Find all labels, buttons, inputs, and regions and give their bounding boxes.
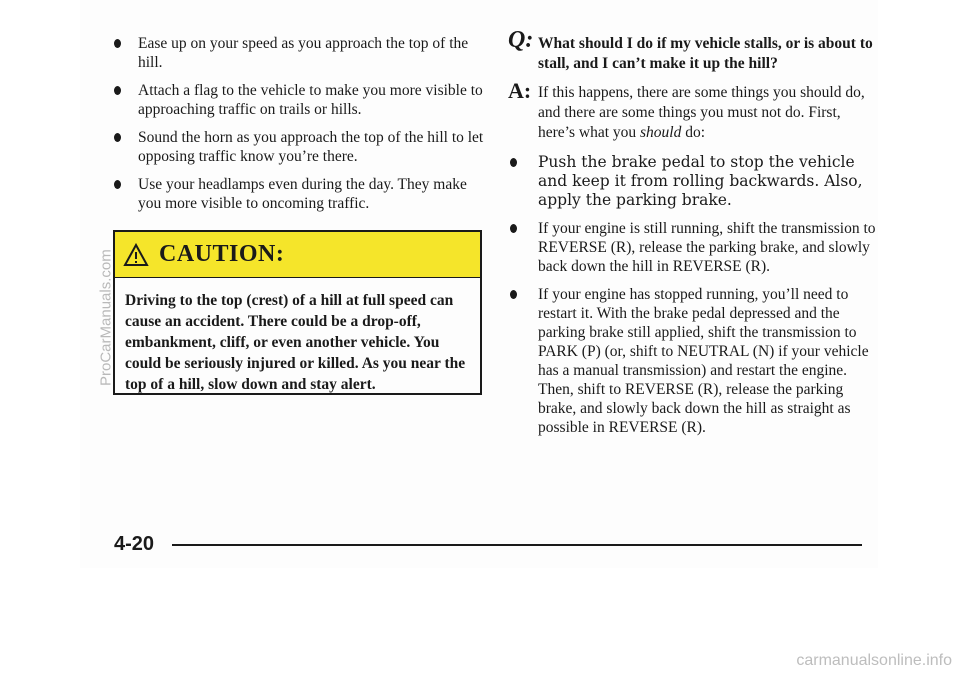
list-item [508, 219, 880, 276]
list-item [114, 175, 486, 213]
bullet-text: If your engine has stopped running, you’ll need to restart it. With the brake pedal depressed and the parking brake still applied, shift the transmission to PARK (P) (or, shift to NEUTRAL (N) if your vehicle has a manual transmission) and restart the engine. Then, shift to REVERSE (R), release the parking brake, and slowly back down the hill as straight as possible in REVERSE (R). [538, 286, 869, 436]
answer-mark-label: A: [508, 78, 532, 103]
bullet-text: Push the brake pedal to stop the vehicle and keep it from rolling backwards. Also, apply the parking brake. [538, 153, 863, 209]
question-mark-label: Q: [508, 27, 534, 53]
bullet-icon [510, 290, 517, 299]
bullet-icon [114, 86, 121, 95]
caution-text: Driving to the top (crest) of a hill at full speed can cause an accident. There could be a drop-off, embankment, cliff, or even another vehicle. You could be seriously injured or killed. As you near the top of a hill, slow down and stay alert. [125, 292, 466, 393]
answer-text-end: do: [681, 124, 706, 141]
left-column [114, 34, 486, 222]
question-text: What should I do if my vehicle stalls, or is about to stall, and I can’t make it up the hill? [538, 35, 873, 72]
caution-box [113, 230, 482, 395]
right-bullet-list [508, 153, 880, 437]
question-block [508, 27, 880, 74]
list-item [114, 81, 486, 119]
left-bullet-list [114, 34, 486, 213]
bottom-watermark: carmanualsonline.info [796, 652, 952, 669]
caution-header [115, 232, 480, 278]
bullet-text: Ease up on your speed as you approach the top of the hill. [138, 35, 469, 71]
answer-block [508, 78, 880, 143]
caution-title: CAUTION: [159, 241, 285, 267]
bullet-icon [510, 224, 517, 233]
bullet-text: Attach a flag to the vehicle to make you more visible to approaching traffic on trails or hills. [138, 82, 483, 118]
warning-triangle-icon [123, 243, 149, 267]
bullet-icon [114, 39, 121, 48]
right-column [508, 27, 880, 446]
bullet-text: If your engine is still running, shift the transmission to REVERSE (R), release the parking brake, and slowly back down the hill in REVERSE (R). [538, 220, 876, 275]
page-number: 4-20 [114, 533, 155, 555]
bullet-text: Sound the horn as you approach the top of the hill to let opposing traffic know you’re there. [138, 129, 484, 165]
answer-text: If this happens, there are some things you should do, and there are some things you must not do. First, here’s what you [538, 84, 865, 141]
answer-emphasis: should [640, 124, 682, 141]
list-item [114, 34, 486, 72]
bullet-icon [114, 133, 121, 142]
list-item [508, 285, 880, 437]
list-item [508, 153, 880, 210]
footer-rule [172, 544, 862, 546]
list-item [114, 128, 486, 166]
bullet-text: Use your headlamps even during the day. They make you more visible to oncoming traffic. [138, 176, 467, 212]
bullet-icon [510, 158, 517, 167]
side-watermark: ProCarManuals.com [97, 249, 115, 387]
